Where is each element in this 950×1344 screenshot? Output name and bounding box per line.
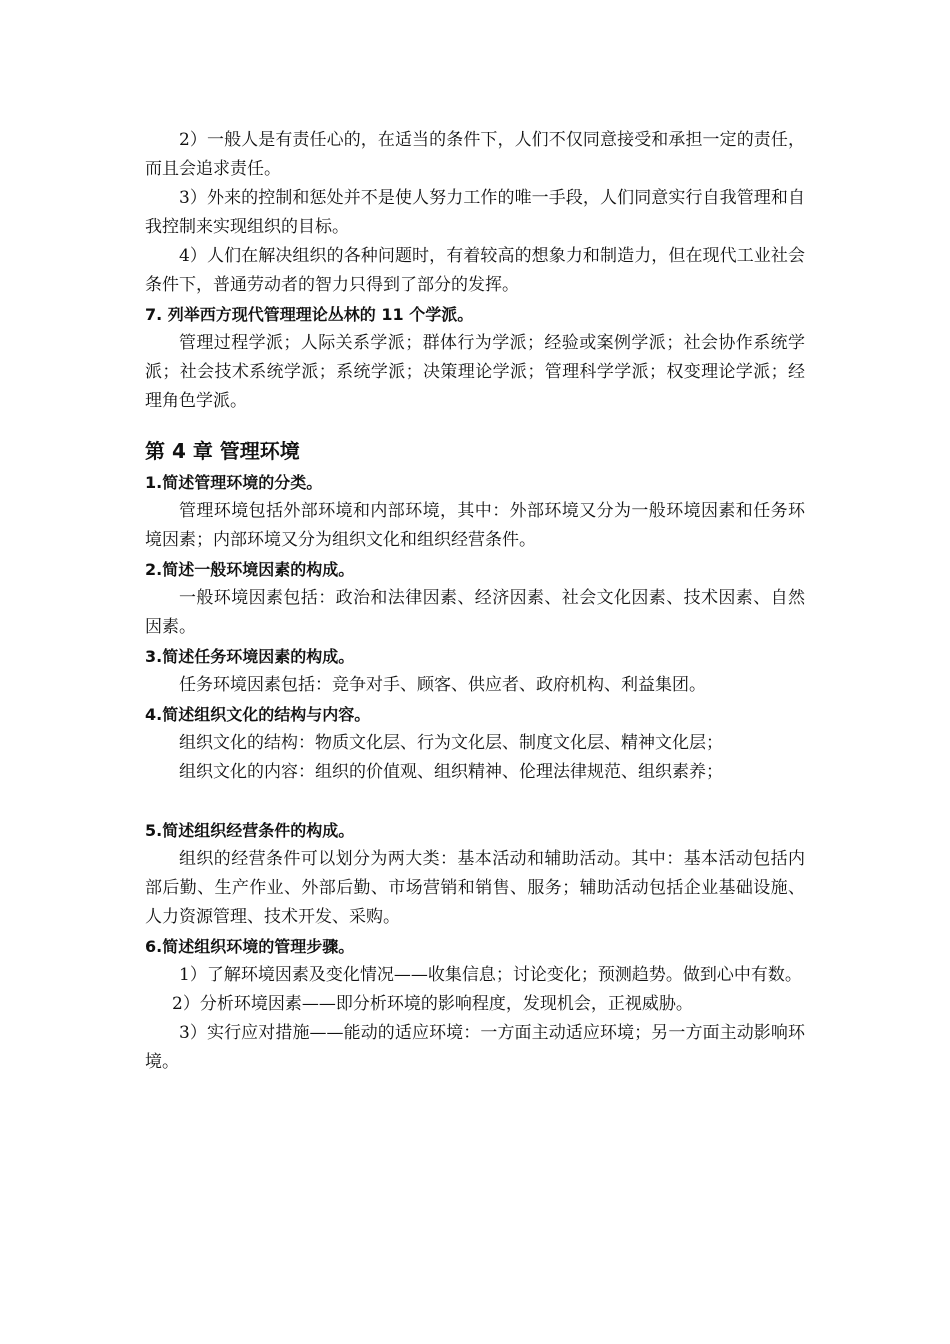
answer-6-step-1: 1）了解环境因素及变化情况——收集信息；讨论变化；预测趋势。做到心中有数。 (179, 965, 802, 985)
question-4-heading: 4.简述组织文化的结构与内容。 (145, 705, 371, 724)
question-3-heading: 3.简述任务环境因素的构成。 (145, 647, 355, 666)
document-page (145, 126, 805, 1077)
answer-2-paragraph: 一般环境因素包括：政治和法律因素、经济因素、社会文化因素、技术因素、自然因素。 (145, 588, 805, 637)
question-1-heading: 1.简述管理环境的分类。 (145, 473, 323, 492)
paragraph-theory-y-3: 3）外来的控制和惩处并不是使人努力工作的唯一手段，人们同意实行自我管理和自我控制来实现组织的目标。 (145, 188, 805, 237)
answer-5-paragraph: 组织的经营条件可以划分为两大类：基本活动和辅助活动。其中：基本活动包括内部后勤、生产作业、外部后勤、市场营销和销售、服务；辅助活动包括企业基础设施、人力资源管理、技术开发、采购。 (145, 849, 805, 927)
answer-4-content: 组织文化的内容：组织的价值观、组织精神、伦理法律规范、组织素养； (179, 762, 723, 782)
paragraph-theory-y-2: 2）一般人是有责任心的，在适当的条件下，人们不仅同意接受和承担一定的责任，而且会追求责任。 (145, 130, 805, 179)
paragraph-theory-y-4: 4）人们在解决组织的各种问题时，有着较高的想象力和制造力，但在现代工业社会条件下，普通劳动者的智力只得到了部分的发挥。 (145, 246, 805, 295)
question-6-heading: 6.简述组织环境的管理步骤。 (145, 937, 355, 956)
blank-line (145, 787, 805, 816)
chapter-4-title: 第 4 章 管理环境 (145, 439, 300, 463)
question-7-heading: 7. 列举西方现代管理理论丛林的 11 个学派。 (145, 305, 474, 324)
question-5-heading: 5.简述组织经营条件的构成。 (145, 821, 355, 840)
answer-1-paragraph: 管理环境包括外部环境和内部环境，其中：外部环境又分为一般环境因素和任务环境因素；内部环境又分为组织文化和组织经营条件。 (145, 501, 805, 550)
answer-7-paragraph: 管理过程学派；人际关系学派；群体行为学派；经验或案例学派；社会协作系统学派；社会技术系统学派；系统学派；决策理论学派；管理科学学派；权变理论学派；经理角色学派。 (145, 333, 805, 411)
answer-3-paragraph: 任务环境因素包括：竞争对手、顾客、供应者、政府机构、利益集团。 (179, 675, 706, 695)
answer-4-structure: 组织文化的结构：物质文化层、行为文化层、制度文化层、精神文化层； (179, 733, 723, 753)
answer-6-step-3: 3）实行应对措施——能动的适应环境：一方面主动适应环境；另一方面主动影响环境。 (145, 1023, 805, 1072)
answer-6-step-2: 2）分析环境因素——即分析环境的影响程度，发现机会，正视威胁。 (172, 994, 693, 1014)
question-2-heading: 2.简述一般环境因素的构成。 (145, 560, 355, 579)
